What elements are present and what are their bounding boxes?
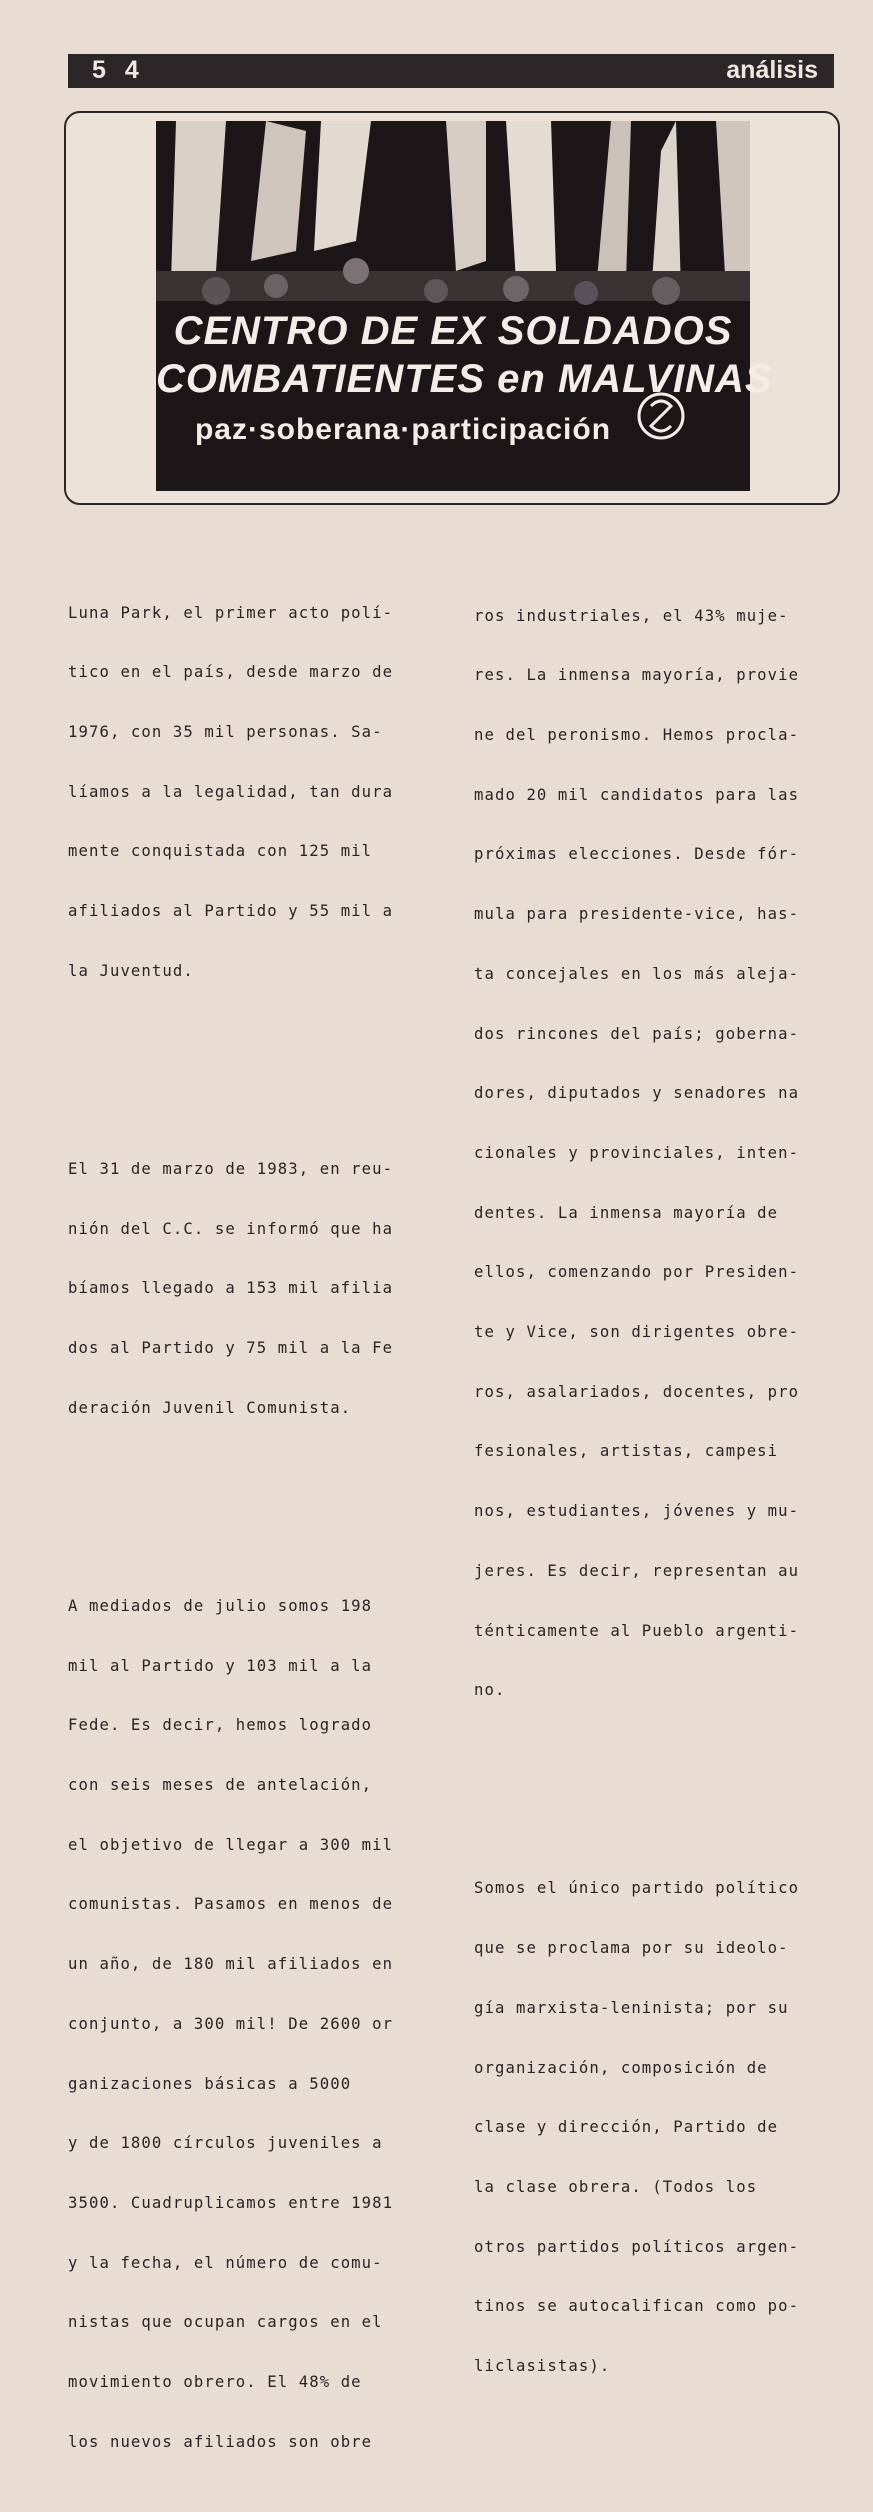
rally-photo (156, 121, 773, 491)
text-line: nistas que ocupan cargos en el (68, 2313, 383, 2332)
text-line: que se proclama por su ideolo- (474, 1939, 789, 1958)
paragraph-4 (474, 567, 844, 1741)
text-line: no. (474, 1681, 506, 1700)
text-line: 3500. Cuadruplicamos entre 1981 (68, 2193, 394, 2212)
text-line: Fede. Es decir, hemos logrado (68, 1716, 373, 1735)
right-column (474, 527, 844, 2437)
text-line: ne del peronismo. Hemos procla- (474, 726, 800, 745)
text-line: mil al Partido y 103 mil a la (68, 1656, 373, 1675)
text-line: jeres. Es decir, representan au (474, 1561, 800, 1580)
text-line: Somos el único partido político (474, 1879, 800, 1898)
text-line: 1976, con 35 mil personas. Sa- (68, 723, 383, 742)
text-line: la clase obrera. (Todos los (474, 2177, 758, 2196)
paragraph-2 (68, 1120, 438, 1458)
paragraph-1 (68, 564, 438, 1022)
text-line: Luna Park, el primer acto polí- (68, 603, 394, 622)
text-line: El 31 de marzo de 1983, en reu- (68, 1159, 394, 1178)
text-line: el objetivo de llegar a 300 mil (68, 1835, 394, 1854)
text-line: afiliados al Partido y 55 mil a (68, 902, 394, 921)
text-line: tinos se autocalifican como po- (474, 2297, 800, 2316)
text-line: nos, estudiantes, jóvenes y mu- (474, 1502, 800, 1521)
page-number: 5 4 (92, 56, 145, 84)
text-line: dos rincones del país; goberna- (474, 1024, 800, 1043)
text-line: ganizaciones básicas a 5000 (68, 2074, 352, 2093)
text-line: organización, composición de (474, 2058, 768, 2077)
text-line: cionales y provinciales, inten- (474, 1143, 800, 1162)
text-line: deración Juvenil Comunista. (68, 1398, 352, 1417)
banner-line-3: paz·soberana·participación (194, 413, 612, 446)
text-line: liclasistas). (474, 2357, 611, 2376)
header-bar (68, 54, 834, 88)
text-line: gía marxista-leninista; por su (474, 1998, 789, 2017)
text-line: te y Vice, son dirigentes obre- (474, 1323, 800, 1342)
text-line: ros, asalariados, docentes, pro (474, 1382, 800, 1401)
paragraph-5 (474, 1840, 844, 2417)
text-line: tico en el país, desde marzo de (68, 663, 394, 682)
text-line: con seis meses de antelación, (68, 1776, 373, 1795)
banner-line-2: COMBATIENTES en MALVINAS (156, 357, 773, 401)
banner-line-1: CENTRO DE EX SOLDADOS (173, 309, 733, 353)
text-line: los nuevos afiliados son obre (68, 2432, 373, 2451)
text-line: bíamos llegado a 153 mil afilia (68, 1279, 394, 1298)
text-line: res. La inmensa mayoría, provie (474, 666, 800, 685)
text-line: dores, diputados y senadores na (474, 1084, 800, 1103)
text-line: mula para presidente-vice, has- (474, 905, 800, 924)
section-title: análisis (726, 56, 818, 84)
text-line: dentes. La inmensa mayoría de (474, 1203, 779, 1222)
text-line: comunistas. Pasamos en menos de (68, 1895, 394, 1914)
text-line: otros partidos políticos argen- (474, 2237, 800, 2256)
text-line: nión del C.C. se informó que ha (68, 1219, 394, 1238)
text-line: movimiento obrero. El 48% de (68, 2373, 362, 2392)
text-line: la Juventud. (68, 961, 194, 980)
text-line: ros industriales, el 43% muje- (474, 606, 789, 625)
text-line: un año, de 180 mil afiliados en (68, 1955, 394, 1974)
text-line: A mediados de julio somos 198 (68, 1596, 373, 1615)
text-line: mente conquistada con 125 mil (68, 842, 373, 861)
text-line: dos al Partido y 75 mil a la Fe (68, 1339, 394, 1358)
text-line: y la fecha, el número de comu- (68, 2253, 383, 2272)
paragraph-3 (68, 1557, 438, 2492)
text-line: fesionales, artistas, campesi (474, 1442, 779, 1461)
text-line: y de 1800 círculos juveniles a (68, 2134, 383, 2153)
text-line: ténticamente al Pueblo argenti- (474, 1621, 800, 1640)
text-line: mado 20 mil candidatos para las (474, 785, 800, 804)
text-line: líamos a la legalidad, tan dura (68, 782, 394, 801)
text-line: conjunto, a 300 mil! De 2600 or (68, 2014, 394, 2033)
left-column (68, 524, 438, 2512)
text-line: próximas elecciones. Desde fór- (474, 845, 800, 864)
text-line: ta concejales en los más aleja- (474, 964, 800, 983)
photo-frame (64, 111, 840, 505)
text-line: clase y dirección, Partido de (474, 2118, 779, 2137)
text-line: ellos, comenzando por Presiden- (474, 1263, 800, 1282)
